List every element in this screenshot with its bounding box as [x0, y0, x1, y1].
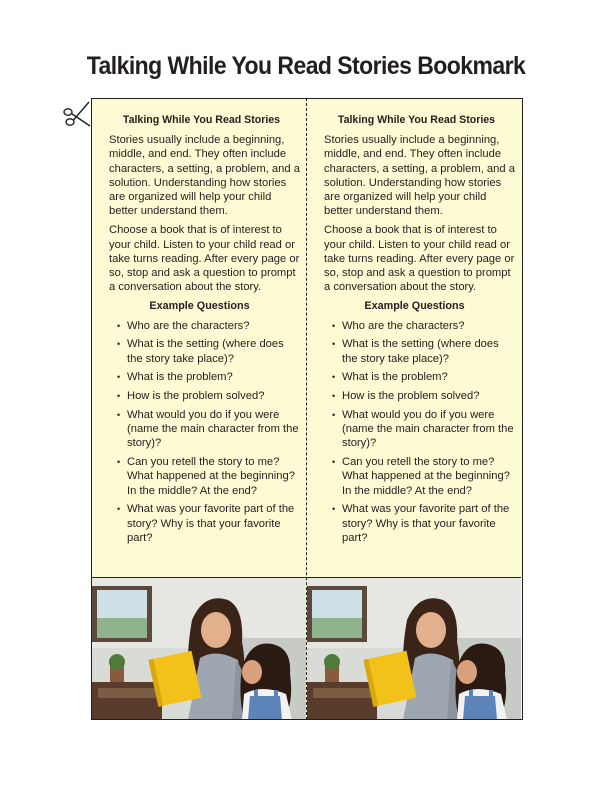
- question-item: • Who are the characters?: [117, 319, 302, 333]
- cut-line: [306, 98, 307, 720]
- intro-paragraph: Stories usually include a beginning, middle, and end. They often include characters, a setting, a problem, and a solution. Understanding how stories are organized will help your child better understand them.: [324, 134, 515, 218]
- questions-list: [324, 319, 517, 545]
- question-item: • Can you retell the story to me? What happened at the beginning? In the middle? At the end?: [117, 455, 302, 498]
- question-item: • What is the problem?: [117, 370, 302, 384]
- bookmark-right: [307, 99, 521, 577]
- intro-paragraph: Stories usually include a beginning, middle, and end. They often include characters, a setting, a problem, and a solution. Understanding how stories are organized will help your child better understand them.: [109, 134, 300, 218]
- reading-photo: [307, 577, 521, 719]
- instructions-paragraph: Choose a book that is of interest to your child. Listen to your child read or take turns reading. After every page or so, stop and ask a question to prompt a conversation about the story.: [324, 224, 515, 294]
- question-item: • How is the problem solved?: [117, 389, 302, 403]
- scissors-icon: [62, 98, 92, 134]
- question-item: • What is the setting (where does the story take place)?: [117, 337, 302, 365]
- page-title: Talking While You Read Stories Bookmark: [86, 52, 526, 80]
- question-item: • What is the setting (where does the story take place)?: [332, 337, 517, 365]
- bookmark-title: Talking While You Read Stories: [337, 114, 496, 126]
- bookmark-left: [92, 99, 306, 577]
- reading-photo: [92, 577, 306, 719]
- question-item: • What would you do if you were (name the main character from the story)?: [117, 408, 302, 451]
- question-item: • What would you do if you were (name the main character from the story)?: [332, 408, 517, 451]
- bookmark-title: Talking While You Read Stories: [122, 114, 281, 126]
- question-item: • What is the problem?: [332, 370, 517, 384]
- question-item: • What was your favorite part of the story? Why is that your favorite part?: [117, 502, 302, 545]
- questions-heading: Example Questions: [364, 300, 465, 313]
- question-item: • How is the problem solved?: [332, 389, 517, 403]
- questions-heading: Example Questions: [149, 300, 250, 313]
- questions-list: [109, 319, 302, 545]
- question-item: • Can you retell the story to me? What happened at the beginning? In the middle? At the end?: [332, 455, 517, 498]
- instructions-paragraph: Choose a book that is of interest to your child. Listen to your child read or take turns reading. After every page or so, stop and ask a question to prompt a conversation about the story.: [109, 224, 300, 294]
- question-item: • Who are the characters?: [332, 319, 517, 333]
- question-item: • What was your favorite part of the story? Why is that your favorite part?: [332, 502, 517, 545]
